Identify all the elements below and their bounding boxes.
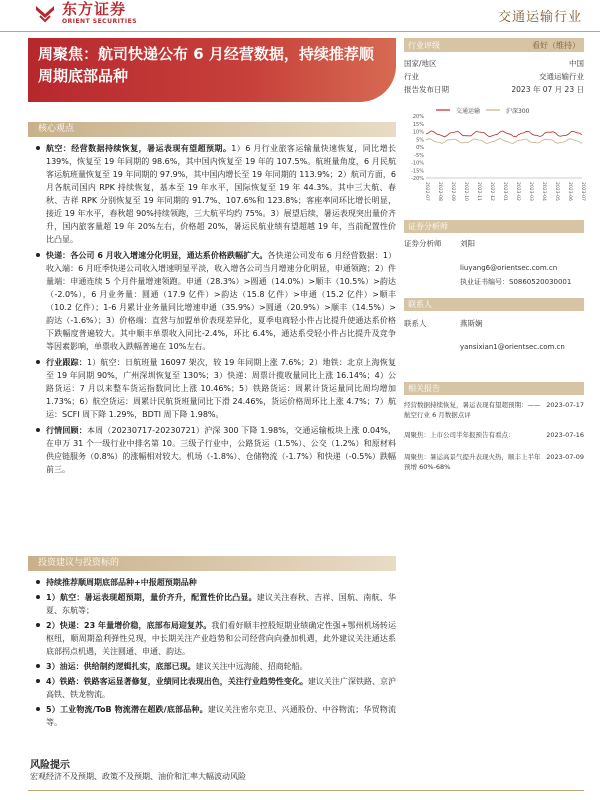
risk-text: 宏观经济不及预期、政策不及预期、油价和汇率大幅波动风险 — [30, 772, 246, 781]
analyst-email[interactable]: liuyang6@orientsec.com.cn — [460, 264, 558, 272]
y-tick-label: 20% — [412, 114, 424, 120]
core-point: 快递：各公司 6 月收入增速分化明显，通达系价格跌幅扩大。各快递公司发布 6 月经营数据：1）收入端：6 月旺季快递公司收入增速明显平淡，收入增各公司当月增速分化明显，申通领跑；2）件量端：申通连续 5 个月件量增速领跑。申通（28.3%）>圆通（14.0%）>顺丰（10.5%）>韵达（-2.0%），6 月业务量：圆通（17.9 亿件）>韵达（15.8 亿件）>申通（15.2 亿件）>顺丰（10.2 亿件）；1-6 月累计业务量同比增速申通（35.9%）>圆通（20.9%）>顺丰（14.5%）>韵达（-1.6%）；3）价格端：直营与加盟单价表现差异化，夏季电商轻小件占比提升使通达系价格下跌幅度普遍较大。其中顺丰单票收入同比-2.4%，环比 6.4%，通达系受轻小件占比提升及竞争等因素影响，单票收入跌幅普遍在 10%左右。 — [36, 249, 396, 353]
info-value: 交通运输行业 — [539, 72, 584, 81]
footer-divider — [28, 790, 584, 791]
x-tick-label: 2022-12 — [489, 182, 494, 201]
info-key: 行业 — [404, 72, 419, 81]
rating-bar — [404, 38, 584, 52]
y-tick-label: 0% — [416, 145, 424, 151]
x-tick-label: 2022-08 — [437, 182, 442, 201]
company-logo — [34, 0, 137, 26]
info-value: 中国 — [569, 59, 584, 68]
rating-label: 行业评级 — [408, 40, 440, 50]
info-key: 国家/地区 — [404, 59, 437, 68]
info-row — [404, 84, 584, 95]
series-line-2 — [426, 139, 582, 144]
rec-point: 3）油运：供给制约逻辑扎实，底部已现。建议关注中远海能、招商轮船。 — [36, 660, 396, 673]
x-tick-label: 2022-11 — [476, 182, 481, 201]
related-item[interactable] — [404, 452, 584, 472]
logo-mark-icon — [34, 2, 56, 24]
logo-en: ORIENT SECURITIES — [62, 17, 138, 25]
core-points — [36, 142, 396, 479]
analyst-role: 证券分析师 — [404, 239, 442, 248]
info-key: 报告发布日期 — [404, 85, 449, 94]
related-section-head: 相关报告 — [404, 382, 584, 395]
page-header — [0, 0, 600, 32]
x-tick-label: 2022-09 — [450, 182, 455, 201]
core-section-head: 核心观点 — [28, 122, 396, 137]
related-title: 经营数据持续恢复，暑运表现有望超预期：——航空行业 6 月数据点评 — [404, 401, 541, 419]
core-point: 行情回顾：本周（20230717-20230721）沪深 300 下降 1.98%，交通运输板块上涨 0.04%，在申万 31 个一级行业中排名第 10。三级子行业中，公路货运（1.5%）、公交（1.2%）和原材料供应链服务（0.8%）的涨幅相对较大。机场（-1.8%）、仓储物流（-1.7%）和快递（-0.5%）跌幅前三。 — [36, 424, 396, 476]
contact-name: 燕斯娴 — [460, 319, 483, 328]
rec-point: 1）航空：暑运表现超预期，量价齐升，配置性价比凸显。建议关注春秋、吉祥、国航、南航、华夏、东航等； — [36, 591, 396, 617]
risk-title: 风险提示 — [30, 760, 70, 771]
y-tick-label: -10% — [411, 160, 424, 167]
title-banner — [28, 38, 396, 102]
info-value: 2023 年 07 月 23 日 — [511, 85, 584, 94]
logo-cn: 东方证券 — [62, 0, 127, 18]
x-tick-label: 2023-02 — [515, 182, 520, 201]
contact-email[interactable]: yansixian1@orientsec.com.cn — [460, 343, 565, 351]
related-date: 2023-07-09 — [546, 453, 584, 461]
x-tick-label: 2022-10 — [463, 182, 468, 201]
x-tick-label: 2023-05 — [554, 182, 559, 201]
report-title: 周聚焦：航司快递公布 6 月经营数据，持续推荐顺周期底部品种 — [38, 45, 374, 85]
rec-point: 持续推荐顺周期底部品种+中报超预期品种 — [36, 576, 396, 589]
legend-series-2: 沪深300 — [506, 108, 530, 115]
analyst-section-head: 证券分析师 — [404, 220, 584, 233]
related-item[interactable] — [404, 430, 584, 440]
related-item[interactable] — [404, 400, 584, 420]
y-tick-label: -20% — [411, 176, 424, 182]
info-row — [404, 71, 584, 82]
rec-section-head: 投资建议与投资标的 — [28, 556, 396, 571]
x-tick-label: 2022-07 — [424, 182, 429, 201]
x-tick-label: 2023-01 — [502, 182, 507, 201]
rec-point: 2）快递：23 年量增价稳，底部布局迎复苏。我们看好顺丰控股短期业绩确定性强+鄂州机场转运枢纽，顺周期盈利弹性兑现，中长期关注产业趋势和公司经营向向叠加机遇，此外建议关注通达系底部拐点机遇，关注圆通、申通、韵达。 — [36, 619, 396, 658]
rec-point: 4）铁路：铁路客运显著修复，业绩同比表现出色，关注行业趋势性变化。建议关注广深铁路、京沪高铁、铁龙物流。 — [36, 675, 396, 701]
x-tick-label: 2023-04 — [541, 182, 546, 201]
y-tick-label: 15% — [412, 121, 424, 128]
analyst-name: 刘阳 — [460, 239, 475, 248]
recommendations — [36, 576, 396, 731]
legend-series-1: 交通运输 — [456, 108, 481, 115]
trend-chart — [404, 112, 584, 212]
analyst-cert: 执业证书编号：S0860520030001 — [460, 278, 572, 286]
related-date: 2023-07-17 — [546, 401, 584, 409]
series-line-1 — [426, 131, 582, 137]
industry-tag: 交通运输行业 — [497, 10, 582, 25]
core-point: 行业跟踪：1）航空：日航班量 16097 架次，较 19 年同期上涨 7.6%；2）地铁：北京上海恢复至 19 年同期 90%，广州深圳恢复至 130%；3）快递：周票计揽收量同比上涨 16.14%；4）公路货运：7 月以来整车货运指数同比上涨 10.46%；5）铁路货运：周累计货运量同比周均增加 1.73%；6）航空货运：周累计民航货班量同比下滑 24.46%，货运价格周环比上涨 4.7%；7）航运：SCFI 周下降 1.29%，BDTI 周下降 1.98%。 — [36, 356, 396, 421]
y-tick-label: -5% — [414, 152, 424, 159]
y-tick-label: 5% — [416, 137, 424, 144]
rating-value: 看好（维持） — [532, 40, 580, 50]
y-tick-label: 10% — [412, 129, 424, 136]
rec-point: 5）工业物流/ToB 物流潜在超跌/底部品种。建议关注密尔克卫、兴通股份、中谷物流；华贸物流等。 — [36, 703, 396, 729]
x-tick-label: 2023-06 — [567, 182, 572, 201]
x-tick-label: 2023-07 — [580, 182, 585, 201]
y-tick-label: -15% — [411, 168, 424, 175]
contact-section-head: 联系人 — [404, 298, 584, 311]
info-row — [404, 58, 584, 69]
contact-role: 联系人 — [404, 319, 427, 328]
related-title: 周聚焦：暑运高景气提升表现火热，顺丰上半年预增 60%-68% — [404, 453, 541, 471]
core-point: 航空：经营数据持续恢复，暑运表现有望超预期。1）6 月行业旅客运输量快速恢复，同比增长 139%，恢复至 19 年同期的 98.6%，其中国内恢复至 19 年的 107.5%。航班量角度，6 月民航客运航班量恢复至 19 年同期的 97.9%，其中国内增长至 19 年同期的 113.9%；2）航司方面，6 月各航司国内 RPK 持续恢复，基本至 19 年水平，国际恢复至 19 年 44.3%。其中三大航、春秋、吉祥 RPK 分别恢复至 19 年同期的 91.7%、107.6%和 123.8%；客座率同环比增长明显，接近 19 年水平，春秋超 90%持续领跑，三大航平均约 75%。3）展望后续，暑运表现突出量价齐升，国内旅客量超 19 年 20%左右，价格超 20%，暑运民航业绩有望超越 19 年，当前配置性价比凸显。 — [36, 142, 396, 246]
related-date: 2023-07-16 — [546, 431, 584, 439]
related-title: 周聚焦：上市公司半年报预告有看点： — [404, 431, 515, 439]
x-tick-label: 2023-03 — [528, 182, 533, 201]
